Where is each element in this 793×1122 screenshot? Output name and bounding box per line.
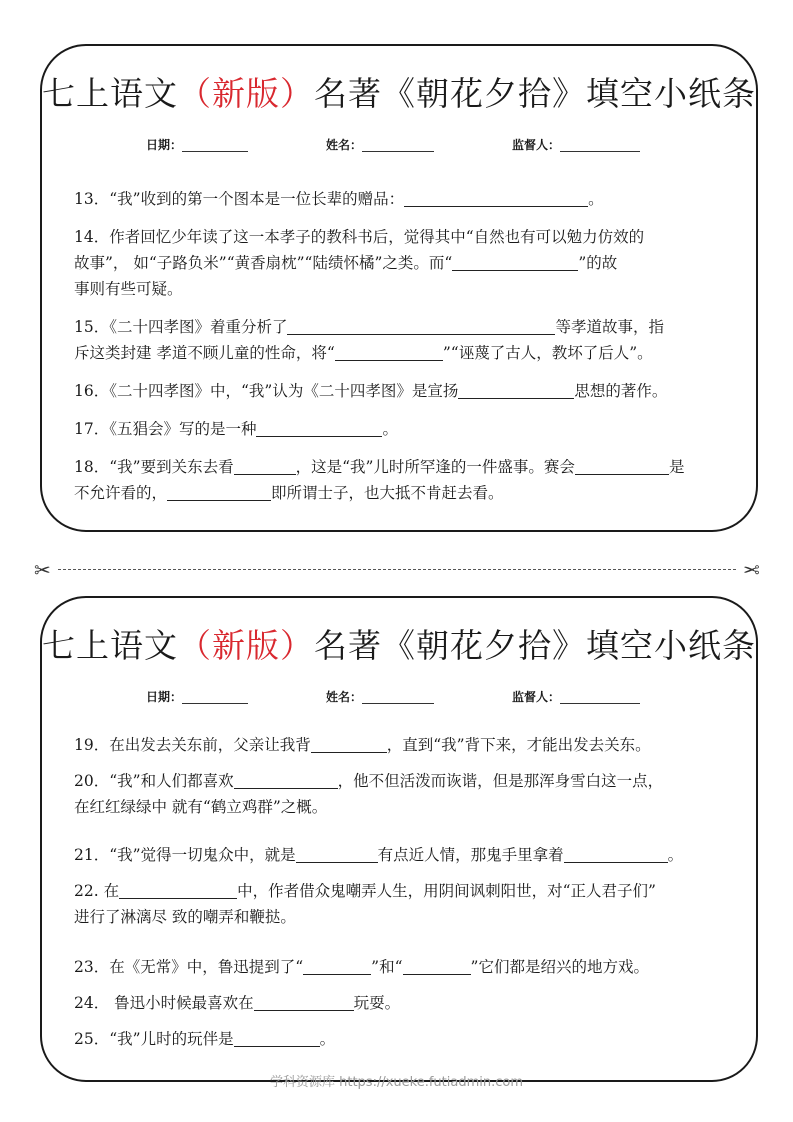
question-17: 17．《五猖会》写的是一种 。	[74, 420, 398, 438]
answer-blank[interactable]	[167, 482, 271, 501]
question-20: 20．“我”和人们都喜欢 ，他不但活泼而诙谐，但是那浑身雪白这一点，	[74, 772, 664, 790]
title-book: 名著《朝花夕拾》填空小纸条	[314, 626, 756, 665]
title-subject: 七上语文	[42, 74, 178, 113]
name-field[interactable]: 姓名：	[326, 688, 434, 705]
question-15-cont: 斥这类封建 孝道不顾儿童的性命，将“ ”“诬蔑了古人，教坏了后人”。	[74, 344, 653, 362]
question-22-cont: 进行了淋漓尽 致的嘲弄和鞭挞。	[74, 908, 296, 926]
answer-blank[interactable]	[287, 316, 555, 335]
name-field[interactable]: 姓名：	[326, 136, 434, 153]
question-24: 24． 鲁迅小时候最喜欢在 玩耍。	[74, 994, 401, 1012]
question-14-cont: 故事”， 如“子路负米”“黄香扇枕”“陆绩怀橘”之类。而“ ”的故	[74, 254, 618, 272]
answer-blank[interactable]	[403, 956, 471, 975]
question-22: 22. 在 中，作者借众鬼嘲弄人生，用阴间讽刺阳世，对“正人君子们”	[74, 882, 656, 900]
cut-line	[34, 560, 760, 580]
answer-blank[interactable]	[458, 380, 574, 399]
answer-blank[interactable]	[564, 844, 668, 863]
title-edition: （新版）	[178, 74, 314, 113]
title-edition: （新版）	[178, 626, 314, 665]
answer-blank[interactable]	[575, 456, 669, 475]
question-20-cont: 在红红绿绿中 就有“鹤立鸡群”之概。	[74, 798, 328, 816]
question-13: 13．“我”收到的第一个图本是一位长辈的赠品： 。	[74, 190, 604, 208]
answer-blank[interactable]	[234, 770, 338, 789]
worksheet-card-top	[40, 44, 758, 532]
answer-blank[interactable]	[452, 252, 578, 271]
answer-blank[interactable]	[335, 342, 443, 361]
supervisor-field[interactable]: 监督人：	[512, 688, 640, 705]
worksheet-card-bottom	[40, 596, 758, 1082]
question-23: 23．在《无常》中，鲁迅提到了“ ”和“ ”它们都是绍兴的地方戏。	[74, 958, 649, 976]
question-14: 14．作者回忆少年读了这一本孝子的教科书后，觉得其中“自然也有可以勉力仿效的	[74, 228, 645, 246]
answer-blank[interactable]	[256, 418, 382, 437]
question-16: 16．《二十四孝图》中，“我”认为《二十四孝图》是宣扬 思想的著作。	[74, 382, 668, 400]
question-15: 15．《二十四孝图》着重分析了 等孝道故事，指	[74, 318, 664, 336]
scissors-icon: ✂	[743, 558, 760, 582]
page-title	[42, 68, 756, 115]
date-field[interactable]: 日期：	[146, 136, 248, 153]
info-row	[42, 688, 756, 708]
answer-blank[interactable]	[234, 1028, 320, 1047]
watermark: 学科资源库 https://xueke.futiadmin.com	[269, 1075, 523, 1090]
question-21: 21．“我”觉得一切鬼众中，就是 有点近人情，那鬼手里拿着 。	[74, 846, 684, 864]
title-subject: 七上语文	[42, 626, 178, 665]
page-title	[42, 620, 756, 667]
question-18-cont: 不允许看的， 即所谓士子，也大抵不肯赶去看。	[74, 484, 504, 502]
answer-blank[interactable]	[404, 188, 588, 207]
dashed-divider	[58, 569, 736, 570]
question-25: 25．“我”儿时的玩伴是 。	[74, 1030, 336, 1048]
answer-blank[interactable]	[311, 734, 387, 753]
info-row	[42, 136, 756, 156]
question-19: 19．在出发去关东前，父亲让我背 ，直到“我”背下来，才能出发去关东。	[74, 736, 651, 754]
supervisor-field[interactable]: 监督人：	[512, 136, 640, 153]
answer-blank[interactable]	[296, 844, 378, 863]
answer-blank[interactable]	[234, 456, 296, 475]
question-14-end: 事则有些可疑。	[74, 280, 183, 298]
answer-blank[interactable]	[119, 880, 237, 899]
scissors-icon: ✂	[34, 558, 51, 582]
answer-blank[interactable]	[254, 992, 354, 1011]
question-18: 18．“我”要到关东去看 ，这是“我”儿时所罕逢的一件盛事。赛会 是	[74, 458, 685, 476]
title-book: 名著《朝花夕拾》填空小纸条	[314, 74, 756, 113]
date-field[interactable]: 日期：	[146, 688, 248, 705]
answer-blank[interactable]	[303, 956, 371, 975]
